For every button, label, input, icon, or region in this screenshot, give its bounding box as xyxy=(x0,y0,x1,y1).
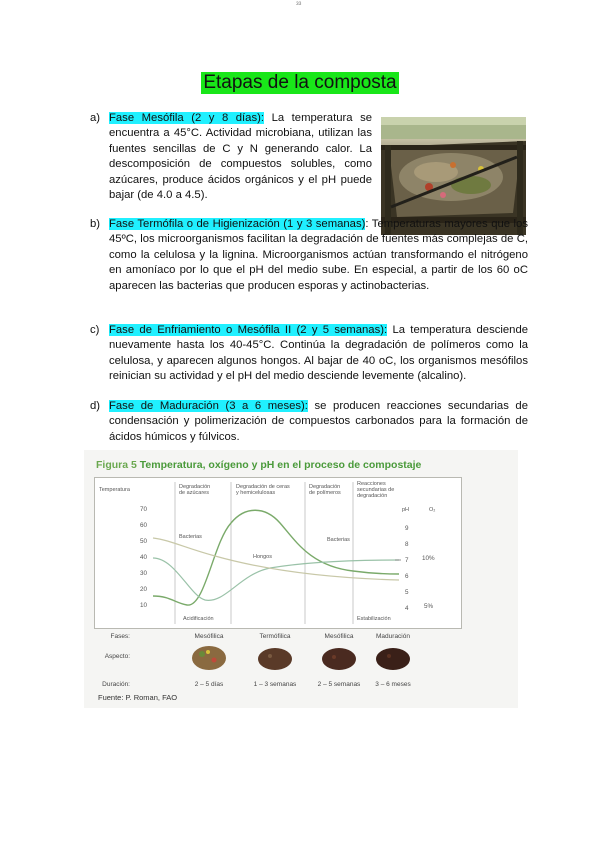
o2-tick: 5% xyxy=(424,603,434,610)
ph-tick: 4 xyxy=(405,605,409,612)
page-marker: ³³ xyxy=(296,0,302,9)
section-heading: Fase Mesófila (2 y 8 días): xyxy=(109,112,265,124)
ph-axis-label: pH xyxy=(402,507,410,513)
section-marker: b) xyxy=(90,218,101,230)
stage-name: Mesófilica xyxy=(194,633,224,640)
stage-name: Mesófilica xyxy=(324,633,354,640)
section-body: La temperatura se encuentra a 45°C. Actividad microbiana, utilizan las fuentes sencillas de C y N generando calor. La descomposición de compuestos solubles, como azúcares, produce ácidos orgánicos y el pH puede bajar (de 4.0 a 4.5). xyxy=(109,112,373,202)
stage-duration: 2 – 5 días xyxy=(194,681,224,688)
y-tick: 20 xyxy=(139,586,147,593)
section-body: se producen reacciones secundarias de condensación y polimerización de compuestos carbonados para la formación de ácidos húmicos y fúlvicos. xyxy=(109,400,528,443)
section-marker: c) xyxy=(90,324,100,336)
compost-sample-3 xyxy=(322,648,356,670)
compost-sample-1 xyxy=(192,646,226,670)
y-tick: 60 xyxy=(139,522,147,529)
annotation-bacteria: Bacterias xyxy=(179,534,202,540)
compost-sample-4 xyxy=(376,648,410,670)
annotation-fungi: Hongos xyxy=(253,554,272,560)
section-marker: a) xyxy=(90,112,101,124)
ph-tick: 9 xyxy=(405,525,409,532)
annotation-acidification: Acidificación xyxy=(183,616,214,622)
page-title: Etapas de la composta xyxy=(203,72,397,93)
figure-title xyxy=(96,459,421,471)
y-tick: 10 xyxy=(139,602,147,609)
y-tick: 70 xyxy=(139,506,147,513)
section-heading: Fase de Maduración (3 a 6 meses): xyxy=(109,400,308,412)
section-heading: Fase Termófila o de Higienización (1 y 3 semanas) xyxy=(109,218,366,230)
process-chart xyxy=(94,477,462,629)
oxygen-curve xyxy=(153,538,399,580)
temperature-curve xyxy=(153,510,399,605)
column-header: Degradación de polímeros xyxy=(309,484,341,496)
figure-number: Figura 5 xyxy=(96,459,137,471)
ph-tick: 6 xyxy=(405,573,409,580)
section-c xyxy=(90,323,528,385)
section-marker: d) xyxy=(90,400,101,412)
section-body: : Temperaturas mayores que los 45ºC, los microorganismos facilitan la degradación de fuentes más complejas de C, como la celulosa y la lignina. Microorganismos actúan transformando el nitrógeno en amoníaco por lo que el pH del medio sube. En especial, a partir de los 60 oC aparecen las bacterias que producen esporas y actinobacterias. xyxy=(109,218,528,292)
stage-duration: 2 – 5 semanas xyxy=(317,681,361,688)
figure-source: Fuente: P. Roman, FAO xyxy=(98,693,178,702)
column-header: Reacciones secundarias de degradación xyxy=(357,481,395,499)
compost-sample-2 xyxy=(258,648,292,670)
y-tick: 50 xyxy=(139,538,147,545)
section-heading: Fase de Enfriamiento o Mesófila II (2 y 5 semanas): xyxy=(109,324,388,336)
figure-caption: Temperatura, oxígeno y pH en el proceso de compostaje xyxy=(139,459,422,471)
y-tick: 40 xyxy=(139,554,147,561)
section-body: La temperatura desciende nuevamente hasta los 40-45°C. Continúa la degradación de polímeros como la celulosa, y aparecen algunos hongos. Al bajar de 40 oC, los organismos mesófilos reinician su actividad y el pH del medio desciende levemente (alcalino). xyxy=(109,324,529,383)
ph-tick: 5 xyxy=(405,589,409,596)
column-header: Degradación de azúcares xyxy=(179,484,211,496)
ph-tick: 8 xyxy=(405,541,409,548)
column-header: Degradación de ceras y hemicelulosas xyxy=(236,484,290,496)
section-b xyxy=(90,217,528,294)
row-label: Fases: xyxy=(110,633,130,640)
ph-curve xyxy=(153,558,399,600)
section-a xyxy=(90,111,372,203)
section-d xyxy=(90,399,528,445)
stage-name: Termófilica xyxy=(259,633,291,640)
y-tick: 30 xyxy=(139,570,147,577)
o2-axis-label: O₂ xyxy=(429,507,436,513)
stage-duration: 3 – 6 meses xyxy=(375,681,411,688)
stage-duration: 1 – 3 semanas xyxy=(253,681,297,688)
row-label: Duración: xyxy=(102,681,130,688)
y-axis-label: Temperatura xyxy=(99,487,130,493)
row-label: Aspecto: xyxy=(104,653,130,660)
stage-name: Maduración xyxy=(376,633,410,640)
o2-tick: 10% xyxy=(422,555,435,562)
annotation-stabilization: Estabilización xyxy=(357,616,391,622)
compost-process-figure xyxy=(84,450,518,708)
ph-tick: 7 xyxy=(405,557,409,564)
annotation-bacteria: Bacterias xyxy=(327,537,350,543)
